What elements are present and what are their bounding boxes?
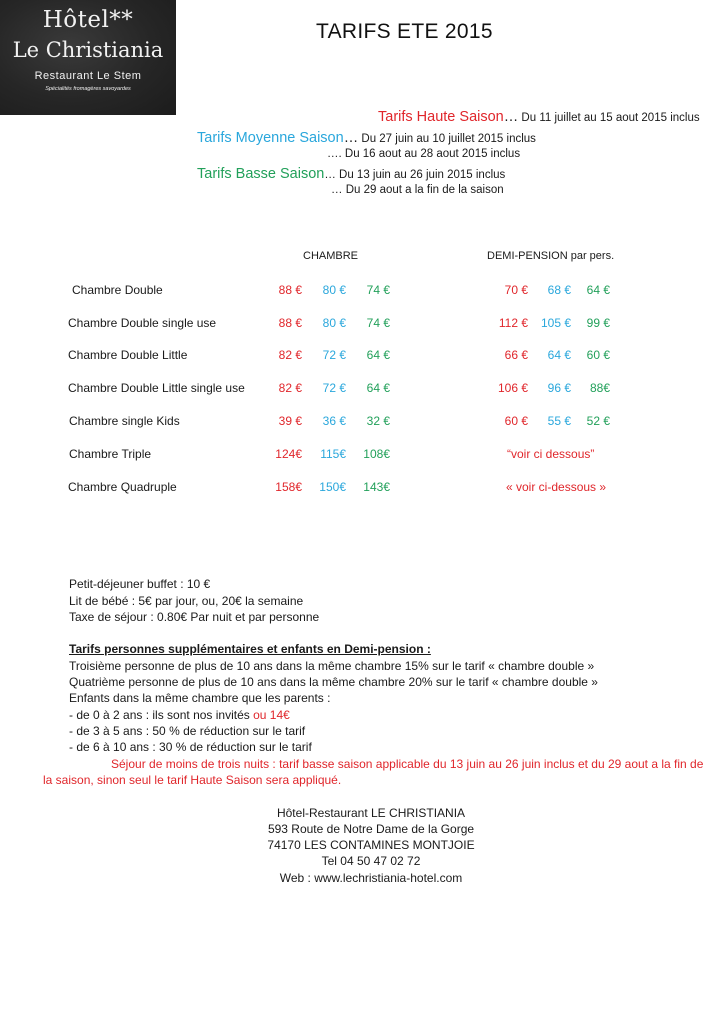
children-age-6-10: - de 6 à 10 ans : 30 % de réduction sur le tarif [69,740,312,754]
season-haute-dots: … [503,109,519,125]
children-intro: Enfants dans la même chambre que les parents : [69,691,331,705]
season-basse-dates-2: … Du 29 aout a la fin de la saison [331,184,504,196]
room-price-haute: 82 € [278,381,302,395]
address-city: 74170 LES CONTAMINES MONTJOIE [267,838,475,852]
baby-bed-price: Lit de bébé : 5€ par jour, ou, 20€ la semaine [69,594,304,608]
room-type-label: Chambre Triple [69,447,152,461]
room-price-basse: 64 € [366,348,390,362]
room-type-label: Chambre Double single use [68,316,217,330]
logo-specialites-text: Spécialités fromagères savoyardes [45,86,131,92]
room-price-moyenne: 80 € [322,283,346,297]
children-age-0-2-text: - de 0 à 2 ans : ils sont nos invités [69,708,254,722]
breakfast-price: Petit-déjeuner buffet : 10 € [69,577,211,591]
logo-restaurant-text: Restaurant Le Stem [34,70,142,82]
season-haute-dates: Du 11 juillet au 15 aout 2015 inclus [518,112,700,124]
demi-pension-price-basse: 99 € [586,316,610,330]
room-price-moyenne: 72 € [322,381,346,395]
room-type-label: Chambre Double [72,283,163,297]
demi-pension-price-haute: 106 € [497,381,528,395]
room-type-label: Chambre Double Little single use [68,381,245,395]
season-moyenne-dates-2: …. Du 16 aout au 28 aout 2015 inclus [327,148,521,160]
children-age-3-5: - de 3 à 5 ans : 50 % de réduction sur le tarif [69,724,306,738]
column-header-chambre: CHAMBRE [303,250,359,262]
children-age-0-2-price: ou 14€ [253,708,290,722]
hotel-logo [0,0,176,115]
room-price-haute: 82 € [278,348,302,362]
room-price-moyenne: 115€ [320,447,346,461]
demi-pension-price-moyenne: 64 € [547,348,571,362]
season-haute-label: Tarifs Haute Saison [378,109,504,125]
room-price-basse: 143€ [363,480,390,494]
room-price-basse: 32 € [366,414,390,428]
room-price-basse: 108€ [363,447,390,461]
address-hotel-name: Hôtel-Restaurant LE CHRISTIANIA [276,806,466,820]
address-phone: Tel 04 50 47 02 72 [321,854,421,868]
demi-pension-price-moyenne: 68 € [547,283,571,297]
season-haute [378,108,700,126]
tourist-tax: Taxe de séjour : 0.80€ Par nuit et par personne [69,610,320,624]
room-price-basse: 64 € [366,381,390,395]
address-street: 593 Route de Notre Dame de la Gorge [267,822,475,836]
room-price-basse: 74 € [366,283,390,297]
room-price-haute: 88 € [278,283,302,297]
demi-pension-price-basse: 60 € [586,348,610,362]
demi-pension-price-haute: 112 € [498,316,528,330]
room-price-moyenne: 72 € [322,348,346,362]
season-basse [197,165,505,183]
demi-pension-price-moyenne: 96 € [547,381,571,395]
room-price-moyenne: 150€ [319,480,346,494]
season-moyenne [197,129,536,147]
demi-pension-price-basse: 88€ [589,381,610,395]
season-basse-label: Tarifs Basse Saison [197,166,325,182]
demi-pension-price-haute: 66 € [504,348,528,362]
logo-name-text: Le Christiania [12,38,164,62]
column-header-demi-pension: DEMI-PENSION par pers. [487,250,615,262]
demi-pension-price-basse: 52 € [586,414,610,428]
room-price-haute: 39 € [278,414,302,428]
room-type-label: Chambre Double Little [68,348,188,362]
room-price-haute: 124€ [275,447,302,461]
demi-pension-price-haute: 70 € [504,283,528,297]
room-price-haute: 88 € [278,316,302,330]
room-type-label: Chambre single Kids [69,414,180,428]
room-price-haute: 158€ [275,480,302,494]
room-price-moyenne: 36 € [322,414,346,428]
demi-pension-price-haute: 60 € [504,414,528,428]
children-age-0-2 [69,708,290,722]
room-price-moyenne: 80 € [322,316,346,330]
room-type-label: Chambre Quadruple [68,480,177,494]
demi-pension-note: « voir ci-dessous » [506,480,607,494]
short-stay-notice-line-1: Séjour de moins de trois nuits : tarif basse saison applicable du 13 juin au 26 juin inclus et du 29 aout a la fin de [111,757,704,771]
logo-hotel-text: Hôtel** [42,7,134,33]
demi-pension-price-moyenne: 105 € [540,316,571,330]
supplements-heading: Tarifs personnes supplémentaires et enfants en Demi-pension : [69,642,431,656]
demi-pension-price-moyenne: 55 € [547,414,571,428]
season-moyenne-dots: … [343,130,359,146]
room-price-basse: 74 € [366,316,390,330]
season-moyenne-label: Tarifs Moyenne Saison [197,130,344,146]
demi-pension-note: “voir ci dessous” [507,447,595,461]
address-website[interactable]: Web : www.lechristiania-hotel.com [279,871,463,885]
page-title: TARIFS ETE 2015 [316,20,493,43]
fourth-person-rule: Quatrième personne de plus de 10 ans dans la même chambre 20% sur le tarif « chambre double » [69,675,598,689]
season-basse-dates: … Du 13 juin au 26 juin 2015 inclus [324,169,506,181]
short-stay-notice-line-2: la saison, sinon seul le tarif Haute Saison sera appliqué. [43,773,342,787]
demi-pension-price-basse: 64 € [586,283,610,297]
third-person-rule: Troisième personne de plus de 10 ans dans la même chambre 15% sur le tarif « chambre double » [69,659,595,673]
season-moyenne-dates: Du 27 juin au 10 juillet 2015 inclus [358,133,536,145]
